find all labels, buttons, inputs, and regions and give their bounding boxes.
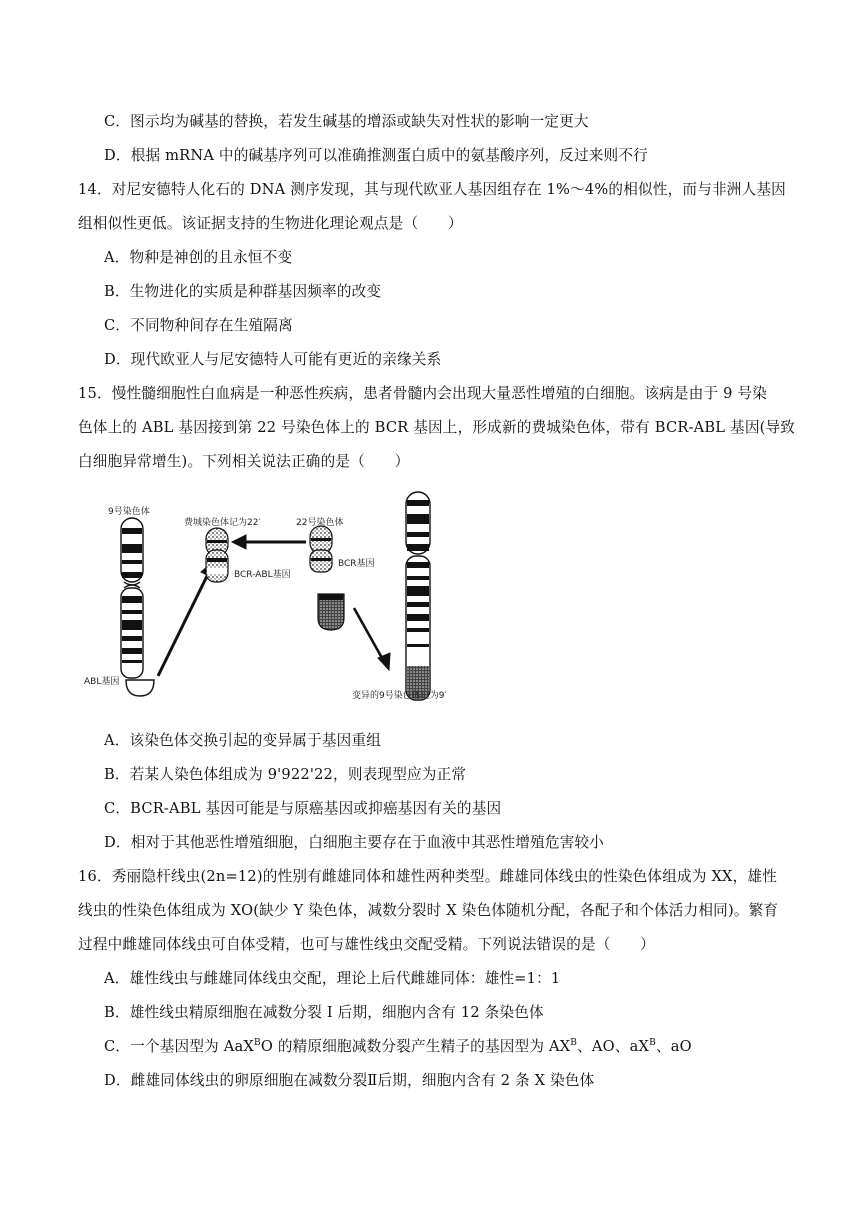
- chr22-label: 22号染色体: [296, 518, 344, 528]
- q16-option-d: D．雌雄同体线虫的卵原细胞在减数分裂Ⅱ后期，细胞内含有 2 条 X 染色体: [104, 1072, 595, 1089]
- bcr-gene-label: BCR基因: [338, 559, 375, 569]
- q14-stem-line1: 14．对尼安德特人化石的 DNA 测序发现，其与现代欧亚人基因组存在 1%～4%的相似性，而与非洲人基因: [78, 181, 786, 198]
- chromosome-translocation-figure: [80, 488, 480, 710]
- q15-stem-line3: 白细胞异常增生)。下列相关说法正确的是（ ）: [78, 453, 410, 470]
- arrow-fragment-to-9prime: [354, 608, 390, 670]
- q16-option-c: C．一个基因型为 AaX$^B$O 的精原细胞减数分裂产生精子的基因型为 $AX^B$、AO、$aX^B$、aO: [104, 1038, 692, 1055]
- philadelphia-label: 费城染色体记为22′: [184, 518, 261, 528]
- q15-option-c: C．BCR-ABL 基因可能是与原癌基因或抑癌基因有关的基因: [104, 800, 502, 817]
- chr9-variant-label: 变异的9号染色体记为9′: [352, 691, 447, 701]
- chromosome-22-upper: [310, 526, 332, 572]
- derivative-chromosome-9prime: [406, 492, 430, 700]
- q14-option-c: C．不同物种间存在生殖隔离: [104, 317, 293, 334]
- q14-stem-line2: 组相似性更低。该证据支持的生物进化理论观点是（ ）: [78, 215, 463, 232]
- q16-stem-line2: 线虫的性染色体组成为 XO(缺少 Y 染色体，减数分裂时 X 染色体随机分配，各配子和个体活力相同)。繁育: [78, 902, 779, 919]
- bcr-abl-label: BCR-ABL基因: [234, 570, 291, 580]
- figure-drawing: [80, 488, 480, 710]
- q16-option-b: B．雄性线虫精原细胞在减数分裂 I 后期，细胞内含有 12 条染色体: [104, 1004, 544, 1021]
- q15-stem-line2: 色体上的 ABL 基因接到第 22 号染色体上的 BCR 基因上，形成新的费城染色体，带有 BCR-ABL 基因(导致: [78, 419, 796, 436]
- abl-gene-label: ABL基因: [84, 677, 120, 687]
- q15-option-a: A．该染色体交换引起的变异属于基因重组: [104, 732, 382, 749]
- q15-option-d: D．相对于其他恶性增殖细胞，白细胞主要存在于血液中其恶性增殖危害较小: [104, 834, 605, 851]
- q16-option-a: A．雄性线虫与雌雄同体线虫交配，理论上后代雌雄同体：雄性=1：1: [104, 970, 561, 987]
- q14-option-a: A．物种是神创的且永恒不变: [104, 249, 293, 266]
- q15-option-b: B．若某人染色体组成为 9'922'22，则表现型应为正常: [104, 766, 467, 783]
- chromosome-9: [121, 518, 154, 696]
- q15-stem-line1: 15．慢性髓细胞性白血病是一种恶性疾病，患者骨髓内会出现大量恶性增殖的白细胞。该病是由于 9 号染: [78, 385, 768, 402]
- q16-stem-line1: 16．秀丽隐杆线虫(2n=12)的性别有雌雄同体和雄性两种类型。雌雄同体线虫的性染色体组成为 XX，雄性: [78, 868, 778, 885]
- q16-stem-line3: 过程中雌雄同体线虫可自体受精，也可与雄性线虫交配受精。下列说法错误的是（ ）: [78, 936, 655, 953]
- chr9-label: 9号染色体: [108, 507, 150, 517]
- q13-option-d: D．根据 mRNA 中的碱基序列可以准确推测蛋白质中的氨基酸序列，反过来则不行: [104, 147, 648, 164]
- q13-option-c: C．图示均为碱基的替换，若发生碱基的增添或缺失对性状的影响一定更大: [104, 113, 589, 130]
- chromosome-22-lower-fragment: [318, 594, 344, 630]
- philadelphia-chromosome: [206, 528, 228, 582]
- q14-option-d: D．现代欧亚人与尼安德特人可能有更近的亲缘关系: [104, 351, 442, 368]
- arrow-22-to-ph: [232, 535, 306, 549]
- q14-option-b: B．生物进化的实质是种群基因频率的改变: [104, 283, 382, 300]
